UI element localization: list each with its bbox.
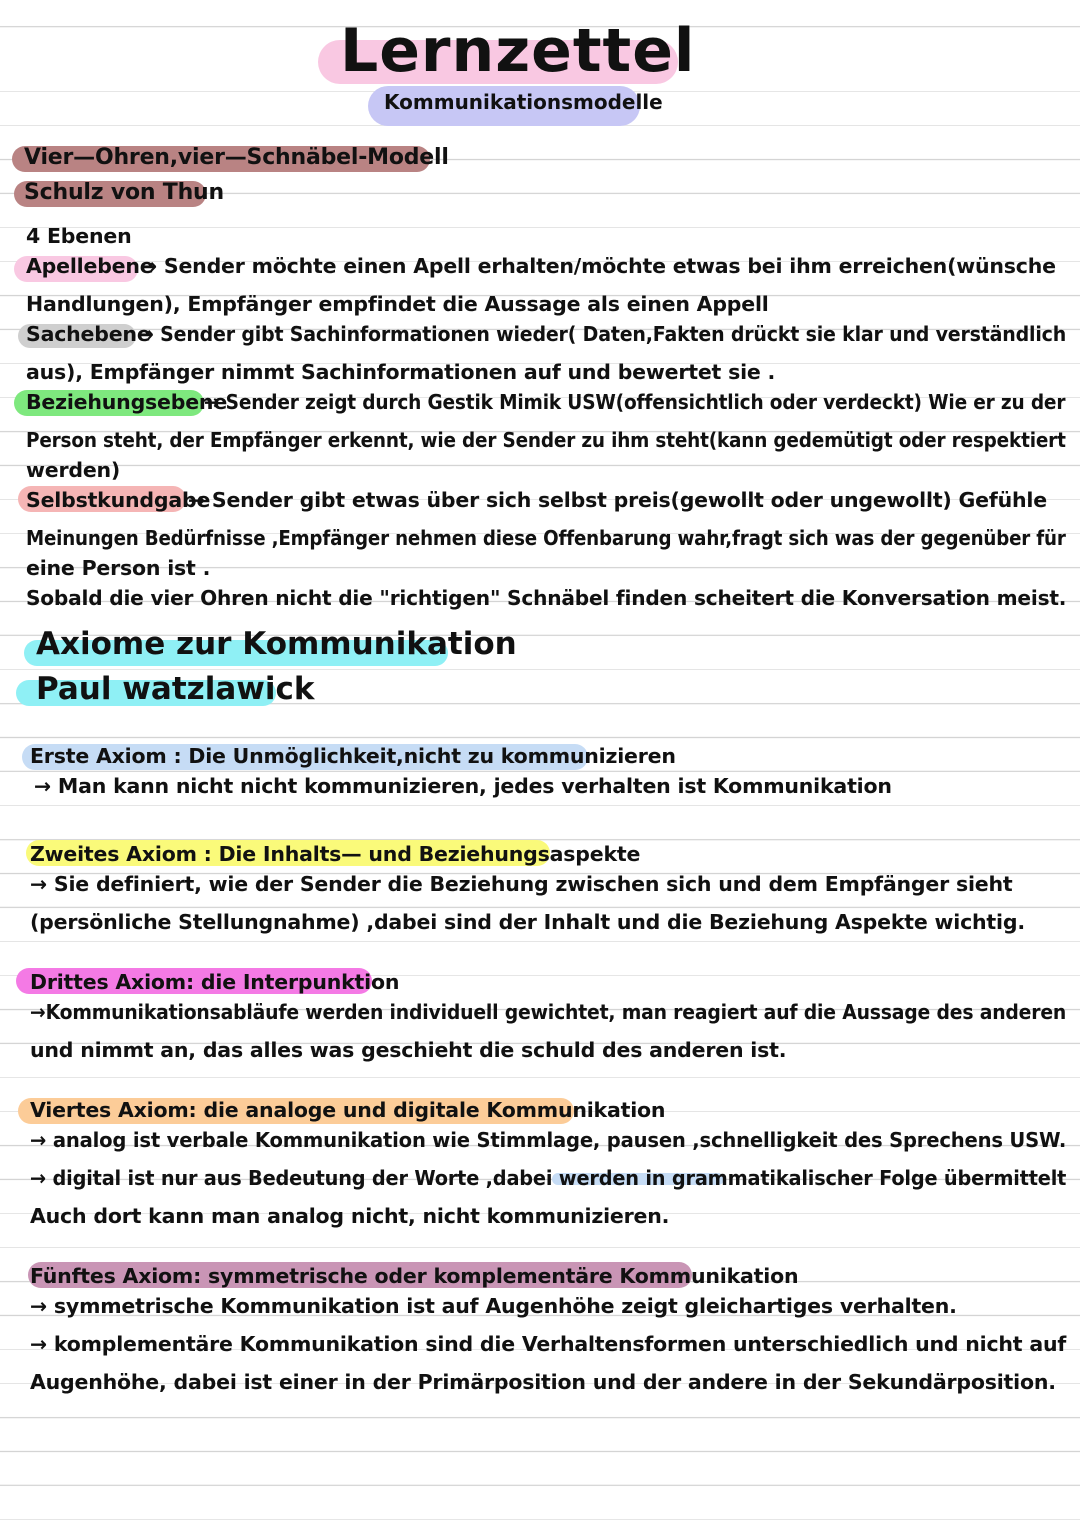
- beziehung-line-2: Person steht, der Empfänger erkennt, wie der Sender zu ihm steht(kann gedemütigt oder respektiert: [26, 428, 1066, 452]
- apell-line-1: → Sender möchte einen Apell erhalten/möchte etwas bei ihm erreichen(wünsche: [140, 254, 1056, 278]
- axiom5-line-1: → symmetrische Kommunikation ist auf Augenhöhe zeigt gleichartiges verhalten.: [30, 1294, 957, 1318]
- beziehung-term: Beziehungsebene: [26, 390, 228, 414]
- axiom4-title: Viertes Axiom: die analoge und digitale Kommunikation: [30, 1098, 666, 1122]
- axiom4-line-2: → digital ist nur aus Bedeutung der Worte ,dabei werden in grammatikalischer Folge übermittelt: [30, 1166, 1067, 1190]
- apell-line-2: Handlungen), Empfänger empfindet die Aussage als einen Appell: [26, 292, 769, 316]
- selbst-line-2: Meinungen Bedürfnisse ,Empfänger nehmen diese Offenbarung wahr,fragt sich was der gegenüber für: [26, 526, 1066, 550]
- selbst-line-1: → Sender gibt etwas über sich selbst preis(gewollt oder ungewollt) Gefühle: [188, 488, 1047, 512]
- axiom5-title: Fünftes Axiom: symmetrische oder komplementäre Kommunikation: [30, 1264, 799, 1288]
- selbst-line-3: eine Person ist .: [26, 556, 211, 580]
- sach-line-2: aus), Empfänger nimmt Sachinformationen auf und bewertet sie .: [26, 360, 776, 384]
- axiom5-line-2: → komplementäre Kommunikation sind die Verhaltensformen unterschiedlich und nicht auf: [30, 1332, 1067, 1356]
- page-subtitle: Kommunikationsmodelle: [384, 90, 663, 114]
- axiom4-line-1: → analog ist verbale Kommunikation wie Stimmlage, pausen ,schnelligkeit des Sprechens USW.: [30, 1128, 1067, 1152]
- axiom3-line-1: →Kommunikationsabläufe werden individuell gewichtet, man reagiert auf die Aussage des anderen: [30, 1000, 1067, 1024]
- section2-title: Axiome zur Kommunikation: [36, 626, 517, 662]
- axiom1-title: Erste Axiom : Die Unmöglichkeit,nicht zu kommunizieren: [30, 744, 676, 768]
- section1-title: Vier—Ohren,vier—Schnäbel-Modell: [24, 145, 449, 170]
- axiom4-line-3: Auch dort kann man analog nicht, nicht kommunizieren.: [30, 1204, 670, 1228]
- axiom2-line-1: → Sie definiert, wie der Sender die Beziehung zwischen sich und dem Empfänger sieht: [30, 872, 1013, 896]
- selbst-term: Selbstkundgabe: [26, 488, 211, 512]
- section1-conclusion: Sobald die vier Ohren nicht die "richtigen" Schnäbel finden scheitert die Konversation meist.: [26, 586, 1067, 610]
- sach-line-1: → Sender gibt Sachinformationen wieder( Daten,Fakten drückt sie klar und verständlich: [138, 322, 1067, 346]
- apell-term: Apellebene: [26, 254, 154, 278]
- beziehung-line-1: → Sender zeigt durch Gestik Mimik USW(offensichtlich oder verdeckt) Wie er zu der: [204, 390, 1066, 414]
- page-title: Lernzettel: [340, 16, 696, 86]
- section2-author: Paul watzlawick: [36, 671, 315, 707]
- sach-term: Sachebene: [26, 322, 151, 346]
- axiom2-title: Zweites Axiom : Die Inhalts— und Beziehungsaspekte: [30, 842, 641, 866]
- axiom2-line-2: (persönliche Stellungnahme) ,dabei sind der Inhalt und die Beziehung Aspekte wichtig.: [30, 910, 1025, 934]
- beziehung-line-3: werden): [26, 458, 121, 482]
- levels-label: 4 Ebenen: [26, 224, 132, 248]
- axiom1-line-1: → Man kann nicht nicht kommunizieren, jedes verhalten ist Kommunikation: [34, 774, 892, 798]
- axiom5-line-3: Augenhöhe, dabei ist einer in der Primärposition und der andere in der Sekundärposition.: [30, 1370, 1056, 1394]
- section1-author: Schulz von Thun: [24, 180, 224, 205]
- axiom3-line-2: und nimmt an, das alles was geschieht die schuld des anderen ist.: [30, 1038, 787, 1062]
- axiom3-title: Drittes Axiom: die Interpunktion: [30, 970, 400, 994]
